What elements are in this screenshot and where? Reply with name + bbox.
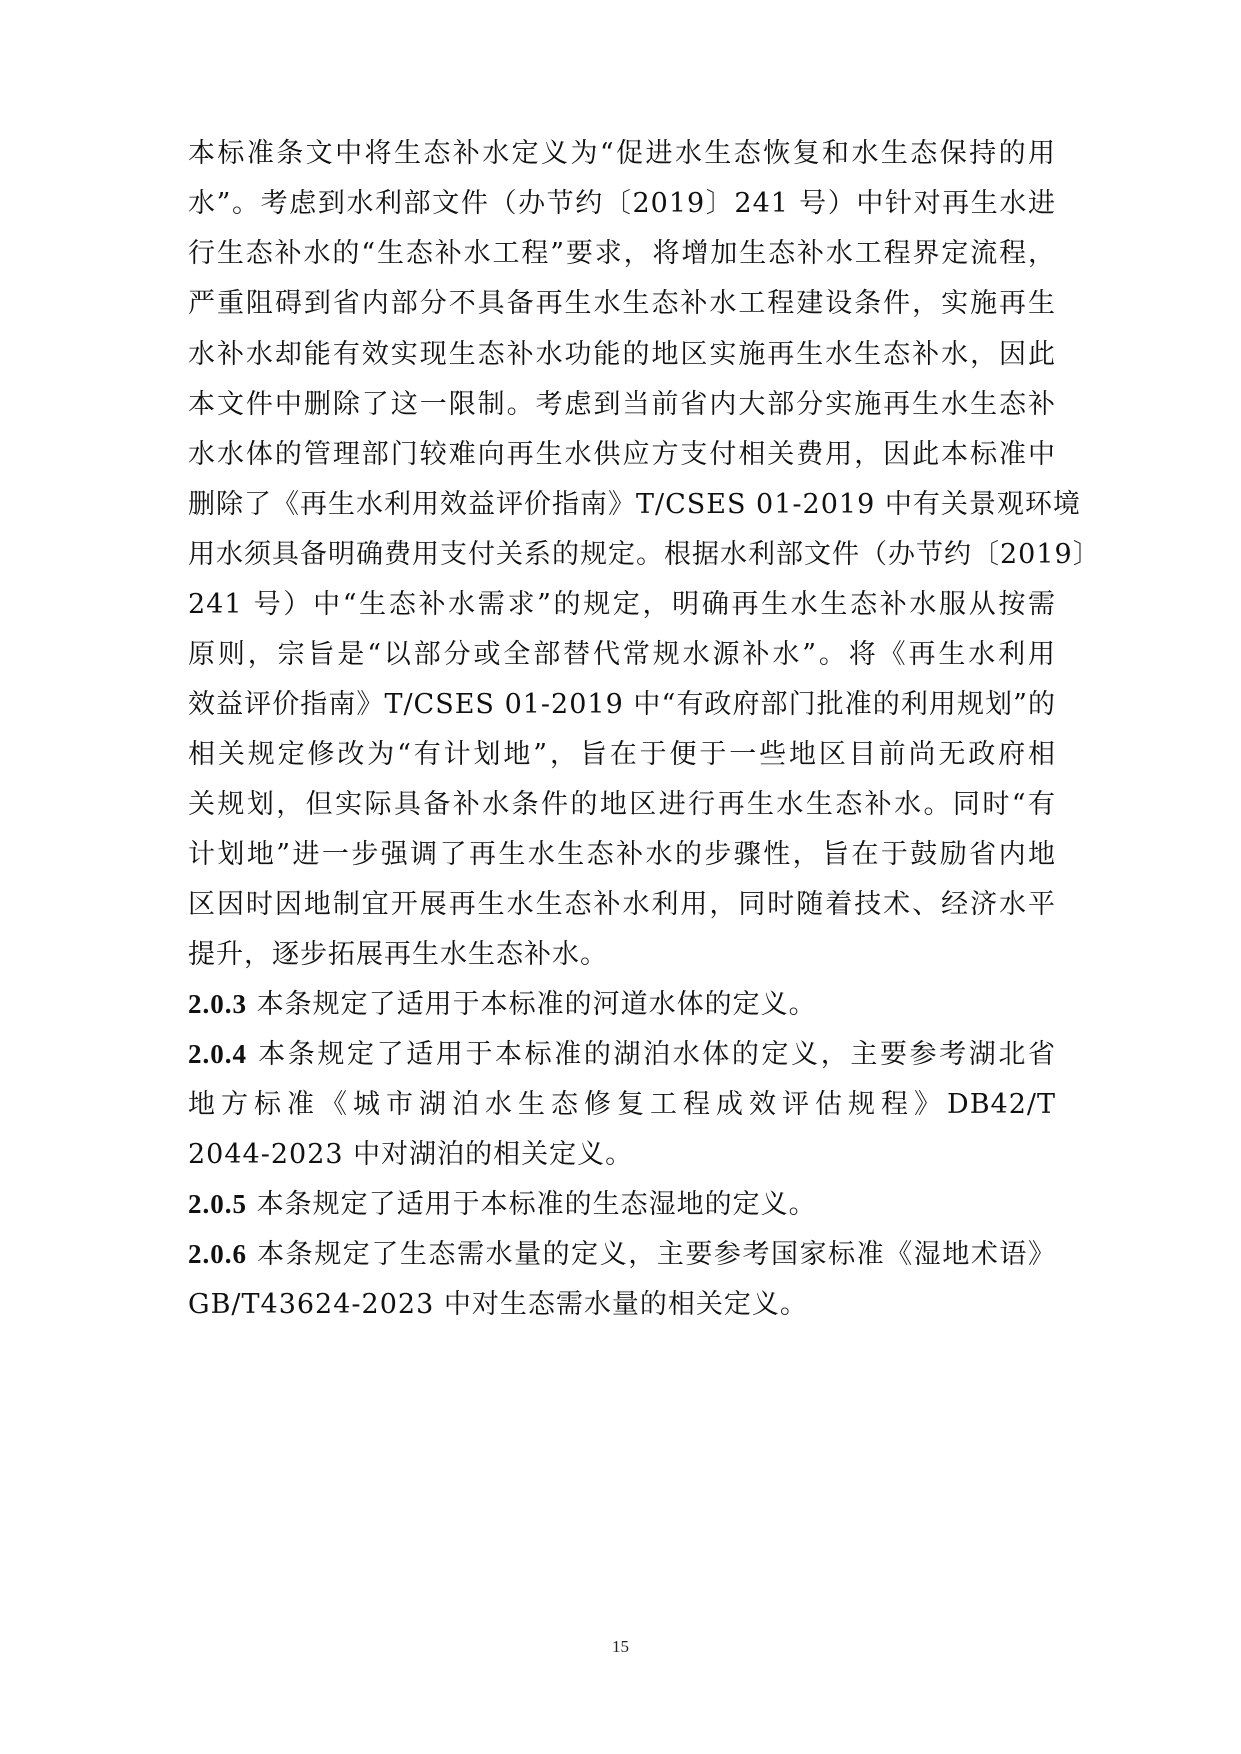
body-line-4: 严重阻碍到省内部分不具备再生水生态补水工程建设条件，实施再生 xyxy=(188,288,1056,319)
clause-2-0-5 xyxy=(188,1191,817,1218)
clause-text: 本条规定了适用于本标准的生态湿地的定义。 xyxy=(247,1189,817,1220)
body-line-7: 水水体的管理部门较难向再生水供应方支付相关费用，因此本标准中 xyxy=(188,439,1056,470)
clause-2-0-6-line-1 xyxy=(188,1241,1056,1268)
clause-text: 本条规定了生态需水量的定义，主要参考国家标准《湿地术语》 xyxy=(247,1239,1056,1270)
body-line-5: 水补水却能有效实现生态补水功能的地区实施再生水生态补水，因此 xyxy=(188,339,1056,370)
body-line-8: 删除了《再生水利用效益评价指南》T/CSES 01-2019 中有关景观环境 xyxy=(188,489,1081,520)
body-line-17: 提升，逐步拓展再生水生态补水。 xyxy=(188,939,608,970)
clause-2-0-4-line-1 xyxy=(188,1041,1056,1068)
clause-2-0-4-line-3: 2044-2023 中对湖泊的相关定义。 xyxy=(188,1139,634,1170)
clause-text: 本条规定了适用于本标准的湖泊水体的定义，主要参考湖北省 xyxy=(247,1039,1056,1070)
clause-number: 2.0.3 xyxy=(188,989,247,1019)
body-line-13: 相关规定修改为“有计划地”，旨在于便于一些地区目前尚无政府相 xyxy=(188,739,1056,770)
clause-2-0-4-line-2: 地方标准《城市湖泊水生态修复工程成效评估规程》DB42/T xyxy=(188,1089,1056,1120)
body-line-9: 用水须具备明确费用支付关系的规定。根据水利部文件（办节约〔2019〕 xyxy=(188,539,1101,570)
clause-2-0-6-line-2: GB/T43624-2023 中对生态需水量的相关定义。 xyxy=(188,1289,808,1320)
body-line-16: 区因时因地制宜开展再生水生态补水利用，同时随着技术、经济水平 xyxy=(188,889,1056,920)
body-line-1: 本标准条文中将生态补水定义为“促进水生态恢复和水生态保持的用 xyxy=(188,138,1056,169)
clause-number: 2.0.5 xyxy=(188,1189,247,1219)
body-line-3: 行生态补水的“生态补水工程”要求，将增加生态补水工程界定流程， xyxy=(188,238,1056,269)
clause-number: 2.0.6 xyxy=(188,1239,247,1269)
clause-number: 2.0.4 xyxy=(188,1039,247,1069)
body-line-15: 计划地”进一步强调了再生水生态补水的步骤性，旨在于鼓励省内地 xyxy=(188,839,1056,870)
body-line-14: 关规划，但实际具备补水条件的地区进行再生水生态补水。同时“有 xyxy=(188,789,1056,820)
page-number: 15 xyxy=(612,1637,629,1656)
clause-2-0-3 xyxy=(188,991,817,1018)
body-line-6: 本文件中删除了这一限制。考虑到当前省内大部分实施再生水生态补 xyxy=(188,389,1056,420)
clause-text: 本条规定了适用于本标准的河道水体的定义。 xyxy=(247,989,817,1020)
body-line-11: 原则，宗旨是“以部分或全部替代常规水源补水”。将《再生水利用 xyxy=(188,639,1056,670)
body-line-2: 水”。考虑到水利部文件（办节约〔2019〕241 号）中针对再生水进 xyxy=(188,188,1056,219)
body-line-12: 效益评价指南》T/CSES 01-2019 中“有政府部门批准的利用规划”的 xyxy=(188,689,1056,720)
body-line-10: 241 号）中“生态补水需求”的规定，明确再生水生态补水服从按需 xyxy=(188,589,1056,620)
